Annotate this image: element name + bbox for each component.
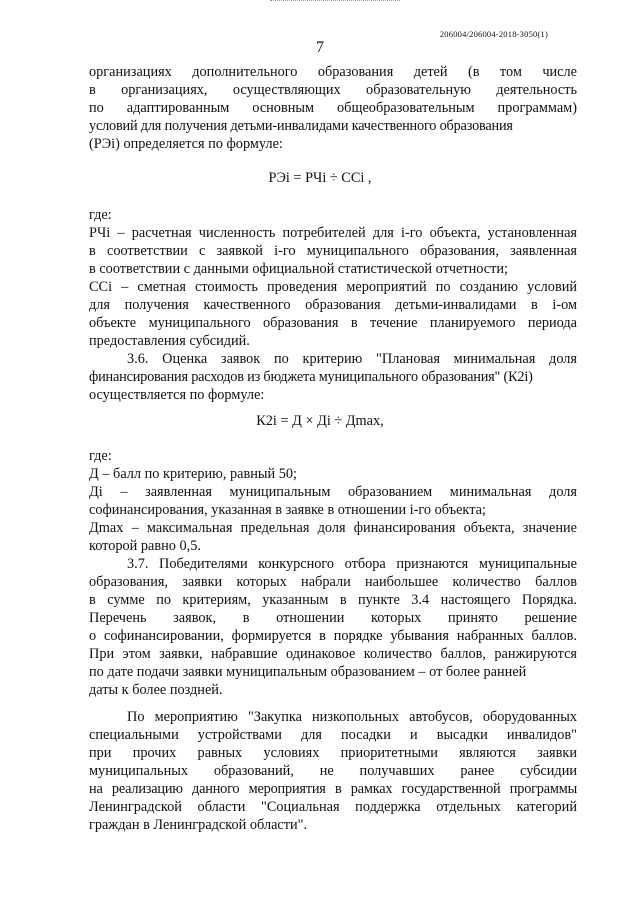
definition-line: Д – балл по критерию, равный 50; bbox=[89, 466, 297, 482]
bus-paragraph-line: на реализацию данного мероприятия в рамках государственной программы bbox=[89, 781, 577, 797]
document-id: 206004/206004-2018-3050(1) bbox=[439, 29, 548, 39]
text-line: (РЭi) определяется по формуле: bbox=[89, 136, 283, 152]
definition-line: предоставления субсидий. bbox=[89, 333, 250, 349]
section-3-7-line: даты к более поздней. bbox=[89, 682, 223, 698]
formula-re: РЭi = РЧi ÷ ССi , bbox=[268, 170, 372, 186]
definition-line: в соответствии с заявкой i-го муниципального образования, заявленная bbox=[89, 243, 577, 259]
section-3-7-line: При этом заявки, набравшие одинаковое количество баллов, ранжируются bbox=[89, 646, 577, 662]
section-3-6-line: осуществляется по формуле: bbox=[89, 387, 265, 403]
bus-paragraph-line: По мероприятию "Закупка низкопольных автобусов, оборудованных bbox=[127, 709, 577, 725]
text-line: условий для получения детьми-инвалидами качественного образования bbox=[89, 118, 513, 134]
text-line: организациях дополнительного образования детей (в том числе bbox=[89, 64, 577, 80]
definition-line: которой равно 0,5. bbox=[89, 538, 201, 554]
text-line: по адаптированным основным общеобразовательным программам) bbox=[89, 100, 577, 116]
section-3-7-line: Перечень заявок, в отношении которых принято решение bbox=[89, 610, 577, 626]
definition-line: для получения качественного образования детьми-инвалидами в i-ом bbox=[89, 297, 577, 313]
section-3-6-line: 3.6. Оценка заявок по критерию "Плановая минимальная доля bbox=[127, 351, 577, 367]
definition-line: РЧi – расчетная численность потребителей для i-го объекта, установленная bbox=[89, 225, 577, 241]
top-scan-mark bbox=[270, 0, 400, 5]
section-3-6-line: финансирования расходов из бюджета муниципального образования" (К2i) bbox=[89, 369, 533, 385]
text-line: в организациях, осуществляющих образовательную деятельность bbox=[89, 82, 577, 98]
section-3-7-line: о софинансировании, формируется в порядке убывания набранных баллов. bbox=[89, 628, 577, 644]
formula-k2: К2i = Д × Дi ÷ Дmax, bbox=[256, 413, 384, 429]
bus-paragraph-line: граждан в Ленинградской области". bbox=[89, 817, 308, 833]
bus-paragraph-line: специальными устройствами для посадки и высадки инвалидов" bbox=[89, 727, 577, 743]
definition-line: Дi – заявленная муниципальным образованием минимальная доля bbox=[89, 484, 577, 500]
section-3-7-line: 3.7. Победителями конкурсного отбора признаются муниципальные bbox=[127, 556, 577, 572]
section-3-7-line: по дате подачи заявки муниципальным образованием – от более ранней bbox=[89, 664, 527, 680]
page-number: 7 bbox=[316, 39, 324, 56]
definition-line: софинансирования, указанная в заявке в отношении i-го объекта; bbox=[89, 502, 486, 518]
where-label: где: bbox=[89, 448, 112, 464]
bus-paragraph-line: Ленинградской области "Социальная поддержка отдельных категорий bbox=[89, 799, 577, 815]
definition-line: Дmax – максимальная предельная доля финансирования объекта, значение bbox=[89, 520, 577, 536]
section-3-7-line: образования, заявки которых набрали наибольшее количество баллов bbox=[89, 574, 577, 590]
definition-line: в соответствии с данными официальной статистической отчетности; bbox=[89, 261, 509, 277]
where-label: где: bbox=[89, 207, 112, 223]
section-3-7-line: в сумме по критериям, указанным в пункте 3.4 настоящего Порядка. bbox=[89, 592, 577, 608]
bus-paragraph-line: при прочих равных условиях приоритетными являются заявки bbox=[89, 745, 577, 761]
definition-line: объекте муниципального образования в течение планируемого периода bbox=[89, 315, 577, 331]
definition-line: ССi – сметная стоимость проведения мероприятий по созданию условий bbox=[89, 279, 577, 295]
bus-paragraph-line: муниципальных образований, не получавших ранее субсидии bbox=[89, 763, 577, 779]
